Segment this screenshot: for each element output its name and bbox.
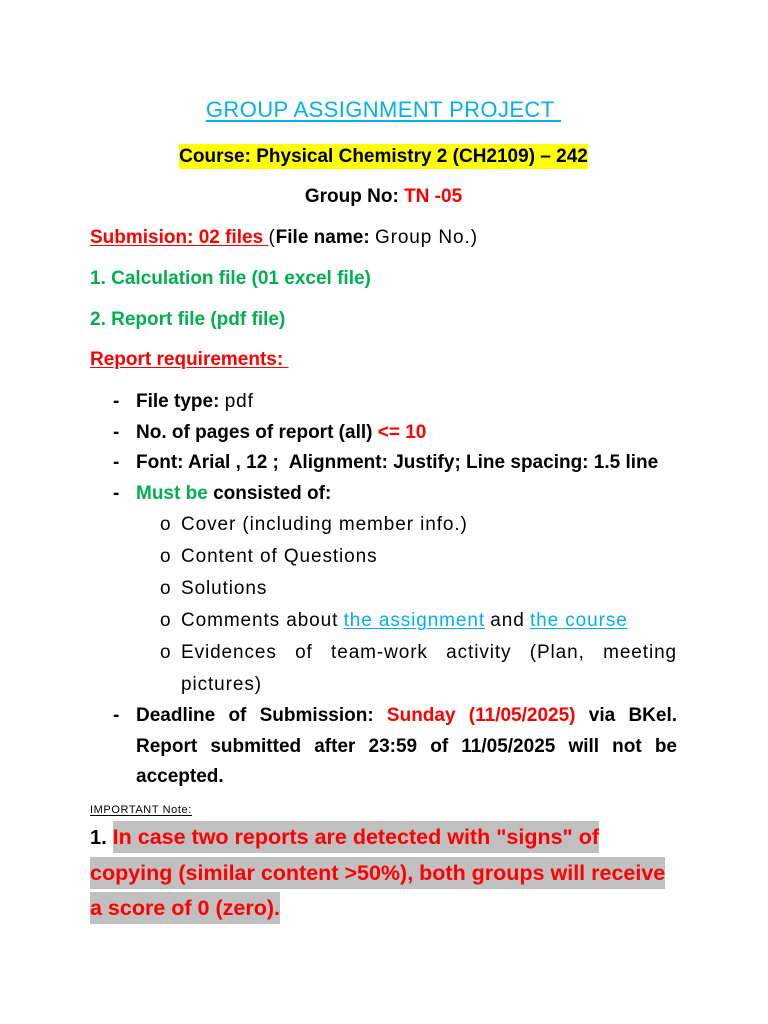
sub-item-cover: [136, 509, 677, 541]
list-item-font: [90, 448, 677, 479]
submission-open-paren: (: [268, 227, 276, 248]
list-item-deadline: [90, 701, 677, 793]
submission-line: [90, 223, 677, 253]
calculation-file-text: 1. Calculation file (01 excel file): [90, 268, 371, 289]
file-type-label: File type:: [136, 391, 220, 412]
content-label-highlight: Must be: [136, 482, 208, 504]
course-info: Course: Physical Chemistry 2 (CH2109) – 242: [179, 146, 588, 167]
dash-bullet: -: [113, 452, 120, 473]
content-sub-list: [90, 509, 677, 701]
circle-bullet: o: [160, 610, 171, 631]
font-requirements: Font: Arial , 12 ; Alignment: Justify; Line spacing: 1.5 line: [136, 452, 659, 473]
sub-item-text: Evidences of team-work activity (Plan, meeting pictures): [181, 642, 677, 695]
assignment-link-text: the assignment: [343, 610, 486, 631]
deadline-details: via BKel. Report submitted after 23:59 of 11/05/2025 will not be accepted.: [136, 705, 678, 787]
pages-limit: <= 10: [377, 421, 427, 443]
content-label-rest: consisted of:: [213, 482, 332, 504]
important-note-heading-line: [90, 802, 677, 818]
dash-bullet: -: [113, 482, 120, 504]
file-name-label: File name:: [275, 227, 370, 248]
file-name-value: Group No.): [374, 227, 478, 248]
dash-bullet: -: [113, 705, 120, 726]
file-type-value: pdf: [224, 391, 254, 412]
circle-bullet: o: [160, 642, 171, 663]
group-label: Group No:: [304, 186, 399, 207]
sub-item-text: Content of Questions: [181, 546, 378, 567]
list-item-file-type: [90, 387, 677, 418]
page-title: GROUP ASSIGNMENT PROJECT: [205, 97, 555, 122]
list-item-content: [90, 479, 677, 510]
sub-item-comments: [136, 605, 677, 637]
list-item-pages: [90, 418, 677, 449]
circle-bullet: o: [160, 578, 171, 599]
circle-bullet: o: [160, 514, 171, 535]
calculation-file-line: [90, 264, 677, 294]
important-note-heading: IMPORTANT Note:: [90, 804, 192, 816]
dash-bullet: -: [113, 421, 120, 443]
sub-item-solutions: [136, 573, 677, 605]
report-file-line: [90, 305, 677, 335]
dash-bullet: -: [113, 391, 120, 412]
important-note: [90, 820, 677, 926]
course-line: [90, 142, 677, 172]
note-text: In case two reports are detected with "signs" of copying (similar content >50%), both groups will receive a score of 0 (zero).: [90, 821, 665, 924]
pages-label: No. of pages of report (all): [136, 421, 373, 443]
title-line: [90, 95, 677, 127]
deadline-label: Deadline of Submission:: [136, 705, 374, 726]
sub-item-questions: [136, 541, 677, 573]
sub-item-text: Solutions: [181, 578, 268, 599]
course-link-text: the course: [529, 610, 628, 631]
requirements-list: [90, 387, 677, 793]
group-line: [90, 182, 677, 212]
sub-item-evidence: [136, 637, 677, 701]
group-number: TN -05: [404, 186, 463, 207]
requirements-heading: Report requirements:: [90, 349, 284, 370]
circle-bullet: o: [160, 546, 171, 567]
deadline-date: Sunday (11/05/2025): [386, 705, 576, 726]
comments-middle: and: [490, 610, 525, 631]
report-file-text: 2. Report file (pdf file): [90, 309, 286, 330]
note-number: 1.: [90, 827, 107, 849]
requirements-heading-line: [90, 345, 677, 375]
sub-item-text: Cover (including member info.): [181, 514, 468, 535]
comments-prefix: Comments about: [181, 610, 339, 631]
submission-label: Submision: 02 files: [90, 227, 264, 248]
